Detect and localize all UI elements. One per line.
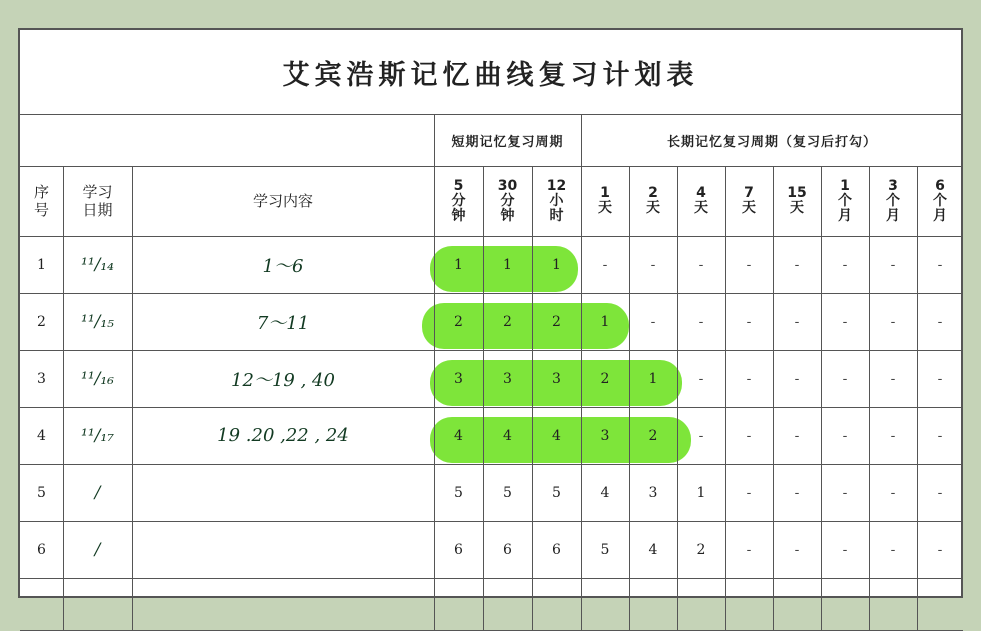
review-cell: - — [842, 541, 848, 558]
row-date: ¹¹/₁₇ — [81, 425, 114, 446]
review-cell: 1 — [696, 484, 706, 501]
interval-header: 5 分 钟 — [451, 177, 466, 224]
row-content — [132, 464, 434, 521]
review-cell: - — [794, 427, 800, 444]
review-cell: 2 — [648, 427, 658, 444]
review-cell: - — [746, 541, 752, 558]
review-cell: 1 — [454, 256, 463, 273]
row-content: 1～6 — [262, 255, 304, 277]
row-index: 1 — [37, 256, 46, 273]
review-cell: 6 — [503, 541, 512, 558]
review-cell: 5 — [600, 541, 610, 558]
review-cell: 4 — [503, 427, 512, 444]
review-cell: - — [842, 427, 848, 444]
review-cell: - — [794, 370, 800, 387]
review-cell: - — [698, 427, 704, 444]
review-cell: - — [890, 313, 896, 330]
review-cell: - — [890, 370, 896, 387]
review-cell: 6 — [454, 541, 463, 558]
review-cell: - — [937, 427, 943, 444]
review-plan-sheet — [18, 28, 963, 598]
review-cell: 3 — [648, 484, 658, 501]
review-cell: 3 — [552, 370, 561, 387]
review-cell: - — [794, 313, 800, 330]
review-cell: - — [602, 256, 608, 273]
interval-header: 3 个 月 — [886, 177, 900, 224]
review-cell: 6 — [552, 541, 561, 558]
review-cell: 4 — [552, 427, 561, 444]
row-index: 3 — [37, 370, 46, 387]
interval-header: 2 天 — [646, 185, 660, 216]
review-cell: - — [698, 370, 704, 387]
review-cell: 4 — [648, 541, 658, 558]
review-cell: 2 — [552, 313, 561, 330]
review-cell: - — [890, 541, 896, 558]
review-cell: - — [842, 484, 848, 501]
content-header: 学习内容 — [252, 192, 313, 210]
row-index: 6 — [37, 541, 46, 558]
review-cell: 1 — [503, 256, 512, 273]
review-cell: 2 — [503, 313, 512, 330]
review-cell: - — [890, 484, 896, 501]
sheet-title: 艾宾浩斯记忆曲线复习计划表 — [20, 30, 961, 115]
review-cell: - — [698, 313, 704, 330]
review-cell: 1 — [552, 256, 561, 273]
interval-header: 15 天 — [787, 185, 807, 216]
interval-header: 7 天 — [742, 185, 756, 216]
review-cell: - — [842, 313, 848, 330]
review-cell: 2 — [454, 313, 463, 330]
review-cell: - — [746, 484, 752, 501]
row-date: ¹¹/₁₆ — [81, 368, 114, 389]
row-content: 7～11 — [256, 312, 310, 334]
review-cell: - — [698, 256, 704, 273]
row-index: 5 — [37, 484, 46, 501]
interval-header: 1 天 — [598, 185, 612, 216]
review-cell: 1 — [600, 313, 610, 330]
review-cell: - — [794, 541, 800, 558]
review-cell: - — [746, 313, 752, 330]
review-cell: - — [937, 370, 943, 387]
row-content — [132, 521, 434, 578]
review-cell: - — [890, 427, 896, 444]
interval-header: 6 个 月 — [933, 177, 947, 224]
review-cell: - — [842, 256, 848, 273]
review-cell: - — [937, 256, 943, 273]
review-cell: 5 — [454, 484, 463, 501]
review-cell: - — [937, 541, 943, 558]
review-cell: 4 — [454, 427, 463, 444]
row-date: / — [94, 539, 101, 560]
review-cell: - — [794, 256, 800, 273]
row-date: / — [94, 482, 101, 503]
row-date: ¹¹/₁₄ — [81, 254, 114, 275]
review-cell: 2 — [600, 370, 610, 387]
review-cell: - — [746, 256, 752, 273]
row-index: 4 — [37, 427, 46, 444]
review-cell: - — [650, 256, 656, 273]
interval-header: 12 小 时 — [546, 177, 567, 224]
review-cell: - — [842, 370, 848, 387]
date-header: 学习 日期 — [82, 183, 113, 219]
review-cell: - — [650, 313, 656, 330]
review-cell: 3 — [600, 427, 610, 444]
row-content: 19 .20 ,22 , 24 — [217, 425, 349, 446]
interval-header: 1 个 月 — [838, 177, 852, 224]
row-date: ¹¹/₁₅ — [81, 311, 114, 332]
review-cell: 3 — [454, 370, 463, 387]
review-cell: - — [794, 484, 800, 501]
review-cell: - — [937, 313, 943, 330]
review-cell: 1 — [648, 370, 658, 387]
review-cell: 5 — [503, 484, 512, 501]
short-term-header: 短期记忆复习周期 — [451, 134, 564, 150]
review-cell: - — [890, 256, 896, 273]
review-cell: - — [746, 427, 752, 444]
review-cell: 2 — [696, 541, 706, 558]
review-cell: - — [746, 370, 752, 387]
review-cell: 3 — [503, 370, 512, 387]
interval-header: 4 天 — [694, 185, 708, 216]
interval-header: 30 分 钟 — [497, 177, 518, 224]
row-content: 12～19 , 40 — [231, 369, 335, 391]
review-cell: 4 — [600, 484, 610, 501]
review-cell: 5 — [552, 484, 561, 501]
index-header: 序 号 — [33, 183, 49, 219]
row-index: 2 — [37, 313, 46, 330]
long-term-header: 长期记忆复习周期（复习后打勾） — [666, 134, 877, 150]
review-cell: - — [937, 484, 943, 501]
